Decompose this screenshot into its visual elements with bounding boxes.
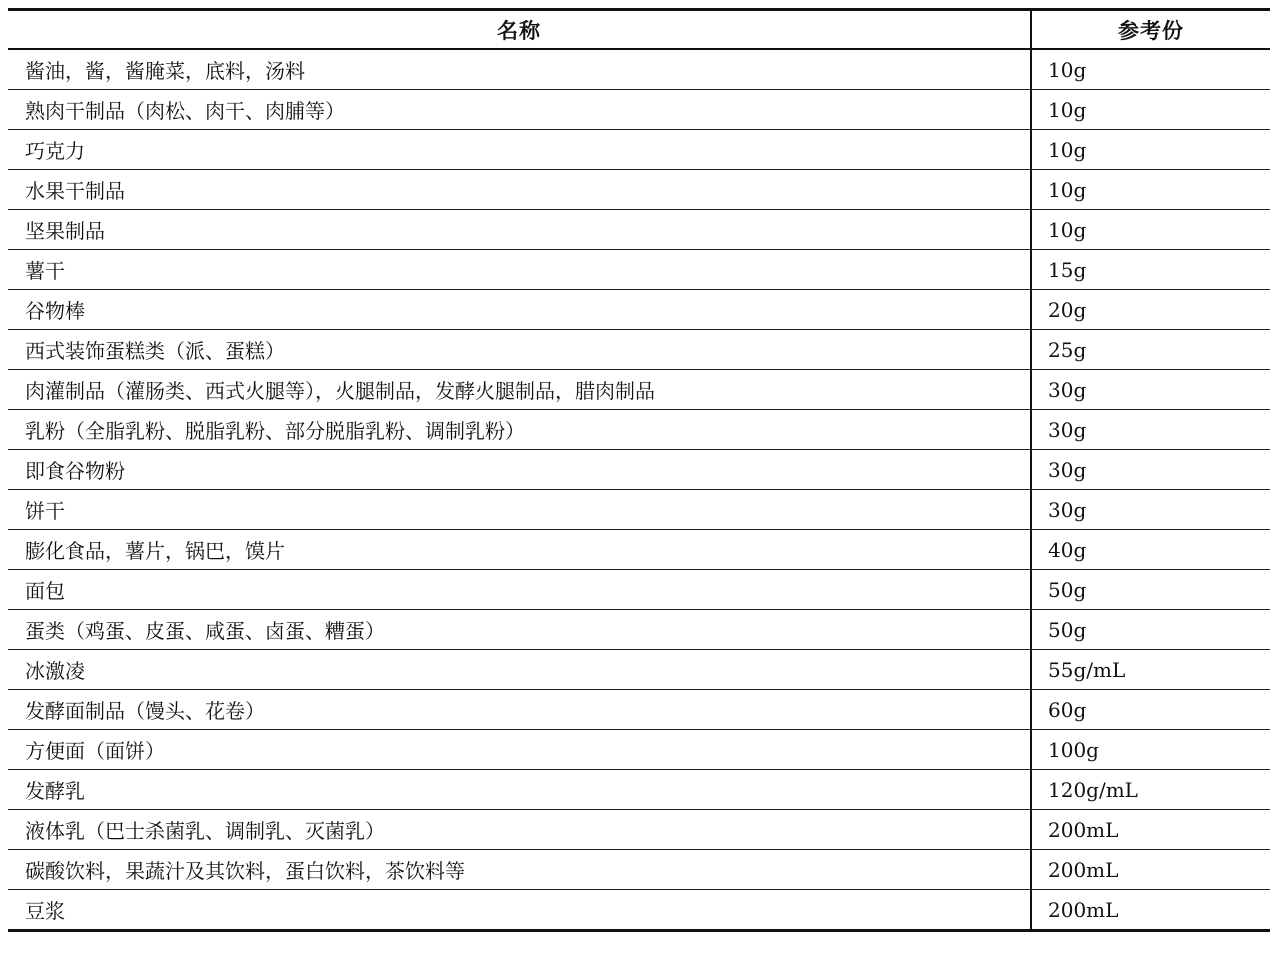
table-row (8, 330, 1270, 370)
table-row (8, 770, 1270, 810)
table-row (8, 130, 1270, 170)
serving-cell: 30g (1031, 370, 1270, 410)
serving-cell: 10g (1031, 49, 1270, 90)
food-name-cell: 饼干 (8, 490, 1031, 530)
table-row (8, 570, 1270, 610)
serving-cell: 10g (1031, 130, 1270, 170)
food-name-cell: 熟肉干制品（肉松、肉干、肉脯等） (8, 90, 1031, 130)
table-row (8, 730, 1270, 770)
food-name-cell: 液体乳（巴士杀菌乳、调制乳、灭菌乳） (8, 810, 1031, 850)
serving-size-table (8, 8, 1270, 932)
table-row (8, 890, 1270, 931)
serving-cell: 10g (1031, 90, 1270, 130)
food-name-cell: 发酵乳 (8, 770, 1031, 810)
table-row (8, 49, 1270, 90)
food-name-cell: 方便面（面饼） (8, 730, 1031, 770)
serving-cell: 30g (1031, 490, 1270, 530)
serving-cell: 200mL (1031, 810, 1270, 850)
header-row (8, 10, 1270, 50)
table-row (8, 850, 1270, 890)
name-column-header: 名称 (8, 10, 1031, 50)
table-row (8, 410, 1270, 450)
serving-cell: 50g (1031, 610, 1270, 650)
food-name-cell: 冰激凌 (8, 650, 1031, 690)
table-row (8, 210, 1270, 250)
table-row (8, 290, 1270, 330)
serving-cell: 20g (1031, 290, 1270, 330)
table-row (8, 650, 1270, 690)
serving-cell: 100g (1031, 730, 1270, 770)
food-name-cell: 蛋类（鸡蛋、皮蛋、咸蛋、卤蛋、糟蛋） (8, 610, 1031, 650)
food-name-cell: 薯干 (8, 250, 1031, 290)
table-header (8, 10, 1270, 50)
table-row (8, 370, 1270, 410)
serving-cell: 50g (1031, 570, 1270, 610)
serving-column-header: 参考份 (1031, 10, 1270, 50)
food-name-cell: 谷物棒 (8, 290, 1031, 330)
table-row (8, 90, 1270, 130)
table-row (8, 490, 1270, 530)
serving-cell: 10g (1031, 210, 1270, 250)
serving-cell: 55g/mL (1031, 650, 1270, 690)
food-name-cell: 西式装饰蛋糕类（派、蛋糕） (8, 330, 1031, 370)
serving-cell: 30g (1031, 410, 1270, 450)
serving-cell: 25g (1031, 330, 1270, 370)
table-row (8, 250, 1270, 290)
food-name-cell: 豆浆 (25, 899, 65, 923)
serving-cell: 200mL (1031, 890, 1270, 931)
table-row (8, 170, 1270, 210)
table-row (8, 690, 1270, 730)
food-name-cell: 乳粉（全脂乳粉、脱脂乳粉、部分脱脂乳粉、调制乳粉） (8, 410, 1031, 450)
food-name-cell: 水果干制品 (8, 170, 1031, 210)
table-body (8, 49, 1270, 931)
table-row (8, 810, 1270, 850)
food-name-cell: 坚果制品 (8, 210, 1031, 250)
serving-cell: 30g (1031, 450, 1270, 490)
serving-cell: 200mL (1031, 850, 1270, 890)
serving-cell: 10g (1031, 170, 1270, 210)
food-name-cell: 肉灌制品（灌肠类、西式火腿等），火腿制品，发酵火腿制品，腊肉制品 (8, 370, 1031, 410)
table-row (8, 450, 1270, 490)
serving-cell: 60g (1031, 690, 1270, 730)
food-name-cell: 巧克力 (8, 130, 1031, 170)
food-name-cell: 碳酸饮料，果蔬汁及其饮料，蛋白饮料，茶饮料等 (8, 850, 1031, 890)
food-name-cell: 酱油，酱，酱腌菜，底料，汤料 (8, 49, 1031, 90)
food-name-cell: 即食谷物粉 (8, 450, 1031, 490)
table-row (8, 530, 1270, 570)
food-name-cell: 膨化食品，薯片，锅巴，馍片 (8, 530, 1031, 570)
food-name-cell: 发酵面制品（馒头、花卷） (8, 690, 1031, 730)
food-name-cell: 面包 (8, 570, 1031, 610)
table-row (8, 610, 1270, 650)
serving-cell: 120g/mL (1031, 770, 1270, 810)
serving-cell: 15g (1031, 250, 1270, 290)
serving-cell: 40g (1031, 530, 1270, 570)
